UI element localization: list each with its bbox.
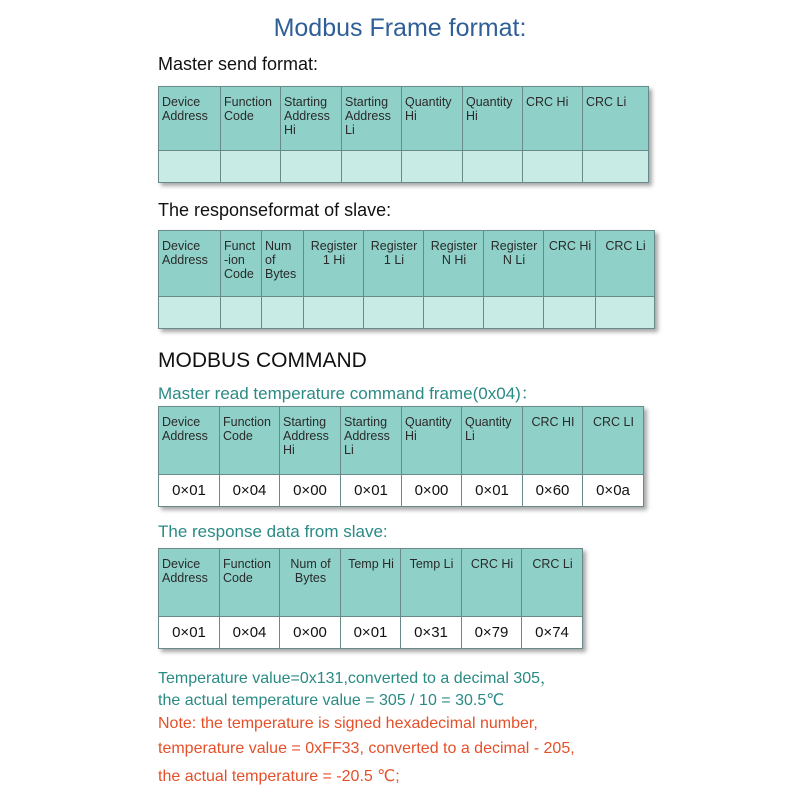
note-line-1: Temperature value=0x131,converted to a decimal 305，: [158, 670, 557, 687]
empty-cell: [402, 151, 463, 183]
header-cell: Device Address: [159, 87, 221, 151]
value-cell: 0×31: [401, 617, 462, 649]
value-cell: 0×01: [159, 617, 220, 649]
value-cell: 0×04: [220, 617, 280, 649]
header-cell: CRC Li: [522, 549, 583, 617]
header-cell: Quantity Hi: [402, 407, 462, 475]
response-data-heading: The response data from slave:: [158, 522, 388, 541]
header-cell: Quantity Hi: [463, 87, 523, 151]
modbus-command-heading: MODBUS COMMAND: [158, 349, 367, 372]
empty-cell: [463, 151, 523, 183]
value-cell: 0×00: [280, 617, 341, 649]
header-cell: Starting Address Li: [341, 407, 402, 475]
header-cell: CRC LI: [583, 407, 644, 475]
empty-cell: [424, 297, 484, 329]
value-cell: 0×74: [522, 617, 583, 649]
header-cell: Starting Address Hi: [281, 87, 342, 151]
empty-cell: [221, 297, 262, 329]
empty-cell: [596, 297, 655, 329]
read-command-heading: Master read temperature command frame(0x04)：: [158, 384, 538, 403]
header-cell: Function Code: [220, 549, 280, 617]
read-command-table: [158, 406, 644, 507]
master-send-heading: Master send format:: [158, 54, 319, 74]
header-cell: Function Code: [221, 87, 281, 151]
note-line-2: the actual temperature value = 305 / 10 = 30.5℃: [158, 692, 505, 709]
header-cell: Register 1 Li: [364, 231, 424, 297]
empty-cell: [262, 297, 304, 329]
header-cell: Temp Hi: [341, 549, 401, 617]
header-cell: Function Code: [220, 407, 280, 475]
value-cell: 0×60: [523, 475, 583, 507]
slave-format-heading: The responseformat of slave:: [158, 200, 392, 220]
empty-cell: [484, 297, 544, 329]
note-line-3: Note: the temperature is signed hexadecimal number,: [158, 715, 538, 732]
value-cell: 0×00: [280, 475, 341, 507]
empty-cell: [544, 297, 596, 329]
header-cell: CRC Hi: [544, 231, 596, 297]
empty-cell: [364, 297, 424, 329]
value-cell: 0×01: [462, 475, 523, 507]
empty-cell: [281, 151, 342, 183]
header-cell: CRC Hi: [462, 549, 522, 617]
page-title: Modbus Frame format:: [273, 14, 527, 42]
header-cell: CRC Li: [583, 87, 649, 151]
empty-cell: [221, 151, 281, 183]
value-cell: 0×04: [220, 475, 280, 507]
value-cell: 0×79: [462, 617, 522, 649]
header-cell: Starting Address Hi: [280, 407, 341, 475]
note-line-5: the actual temperature = -20.5 ℃;: [158, 768, 400, 785]
header-cell: Quantity Hi: [402, 87, 463, 151]
response-data-table: [158, 548, 583, 649]
value-cell: 0×01: [341, 617, 401, 649]
value-cell: 0×01: [341, 475, 402, 507]
header-cell: Device Address: [159, 231, 221, 297]
header-cell: Temp Li: [401, 549, 462, 617]
empty-cell: [159, 151, 221, 183]
header-cell: Device Address: [159, 407, 220, 475]
value-cell: 0×0a: [583, 475, 644, 507]
empty-cell: [159, 297, 221, 329]
slave-format-table: [158, 230, 655, 329]
header-cell: Funct -ion Code: [221, 231, 262, 297]
header-cell: Device Address: [159, 549, 220, 617]
value-cell: 0×01: [159, 475, 220, 507]
header-cell: Num of Bytes: [262, 231, 304, 297]
empty-cell: [583, 151, 649, 183]
empty-cell: [342, 151, 402, 183]
master-send-table: [158, 86, 649, 183]
note-line-4: temperature value = 0xFF33, converted to a decimal - 205,: [158, 740, 575, 757]
empty-cell: [304, 297, 364, 329]
header-cell: Register N Li: [484, 231, 544, 297]
header-cell: CRC HI: [523, 407, 583, 475]
empty-cell: [523, 151, 583, 183]
header-cell: Starting Address Li: [342, 87, 402, 151]
header-cell: Register N Hi: [424, 231, 484, 297]
header-cell: Quantity Li: [462, 407, 523, 475]
header-cell: CRC Hi: [523, 87, 583, 151]
value-cell: 0×00: [402, 475, 462, 507]
header-cell: Num of Bytes: [280, 549, 341, 617]
header-cell: CRC Li: [596, 231, 655, 297]
header-cell: Register 1 Hi: [304, 231, 364, 297]
